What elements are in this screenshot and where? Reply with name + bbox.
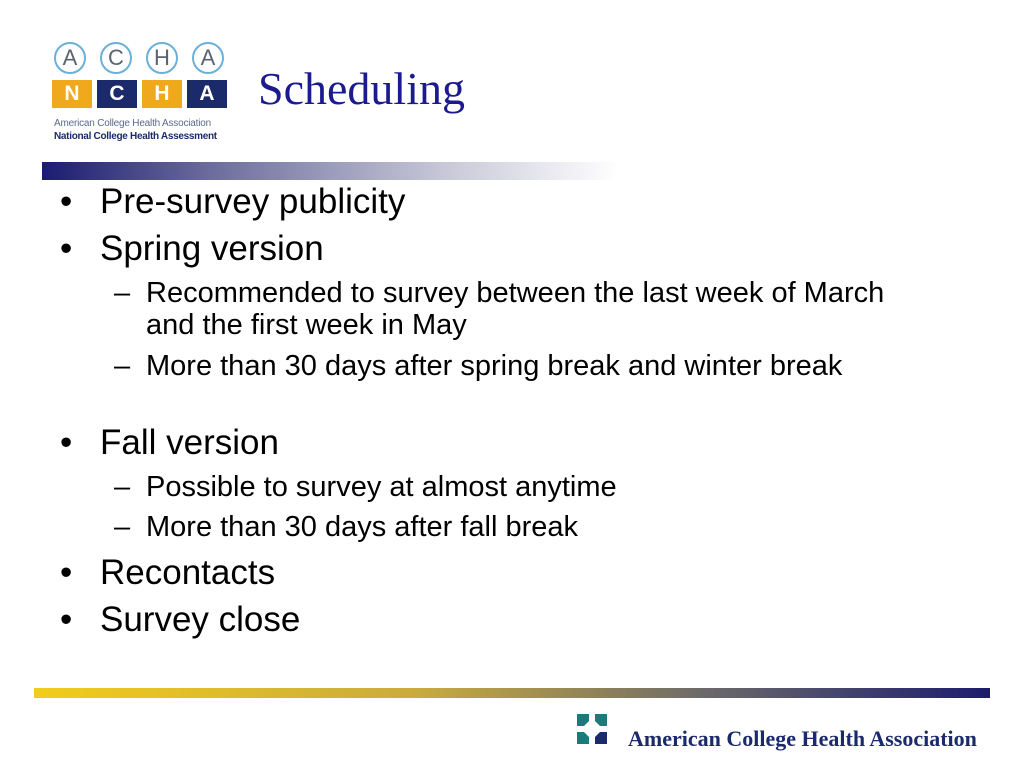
logo-box-letter: A xyxy=(187,80,227,108)
logo-circle-letter: A xyxy=(192,42,224,74)
bullet-glyph: • xyxy=(60,600,73,639)
bullet-item xyxy=(60,553,276,593)
dash-glyph: – xyxy=(114,277,131,309)
sub-bullet-item xyxy=(114,277,936,341)
acha-ncha-logo xyxy=(48,40,232,146)
footer-org-name: American College Health Association xyxy=(628,726,977,751)
dash-glyph: – xyxy=(114,471,131,503)
bullet-text: Pre-survey publicity xyxy=(100,182,406,221)
logo-circle-row xyxy=(52,40,228,78)
bullet-text: Fall version xyxy=(100,423,279,462)
logo-org-name: American College Health Association xyxy=(54,118,211,129)
bullet-glyph: • xyxy=(60,182,73,221)
bullet-glyph: • xyxy=(60,423,73,462)
bullet-text: Survey close xyxy=(100,600,301,639)
logo-circle-letter: A xyxy=(54,42,86,74)
logo-box-letter: H xyxy=(142,80,182,108)
sub-bullet-item xyxy=(114,471,936,503)
bullet-item xyxy=(60,182,406,222)
sub-bullet-item xyxy=(114,511,936,543)
acha-cross-icon xyxy=(574,711,610,747)
bullet-text: Spring version xyxy=(100,229,324,268)
sub-bullet-text: Recommended to survey between the last week of March and the first week in May xyxy=(146,277,885,341)
bullet-text: Recontacts xyxy=(100,553,276,592)
sub-bullet-item xyxy=(114,350,936,382)
slide-title: Scheduling xyxy=(258,63,465,114)
footer-rule xyxy=(34,688,990,698)
sub-bullet-text: Possible to survey at almost anytime xyxy=(146,471,617,503)
sub-bullet-text: More than 30 days after fall break xyxy=(146,511,579,543)
logo-box-row xyxy=(52,80,228,108)
logo-circle-letter: C xyxy=(100,42,132,74)
sub-bullet-text: More than 30 days after spring break and winter break xyxy=(146,350,843,382)
logo-box-letter: C xyxy=(97,80,137,108)
logo-assessment-name: National College Health Assessment xyxy=(54,131,217,142)
bullet-item xyxy=(60,423,279,463)
logo-circle-letter: H xyxy=(146,42,178,74)
bullet-item xyxy=(60,229,324,269)
title-underline-rule xyxy=(42,162,618,180)
bullet-glyph: • xyxy=(60,553,73,592)
bullet-item xyxy=(60,600,301,640)
dash-glyph: – xyxy=(114,350,131,382)
dash-glyph: – xyxy=(114,511,131,543)
bullet-glyph: • xyxy=(60,229,73,268)
logo-box-letter: N xyxy=(52,80,92,108)
